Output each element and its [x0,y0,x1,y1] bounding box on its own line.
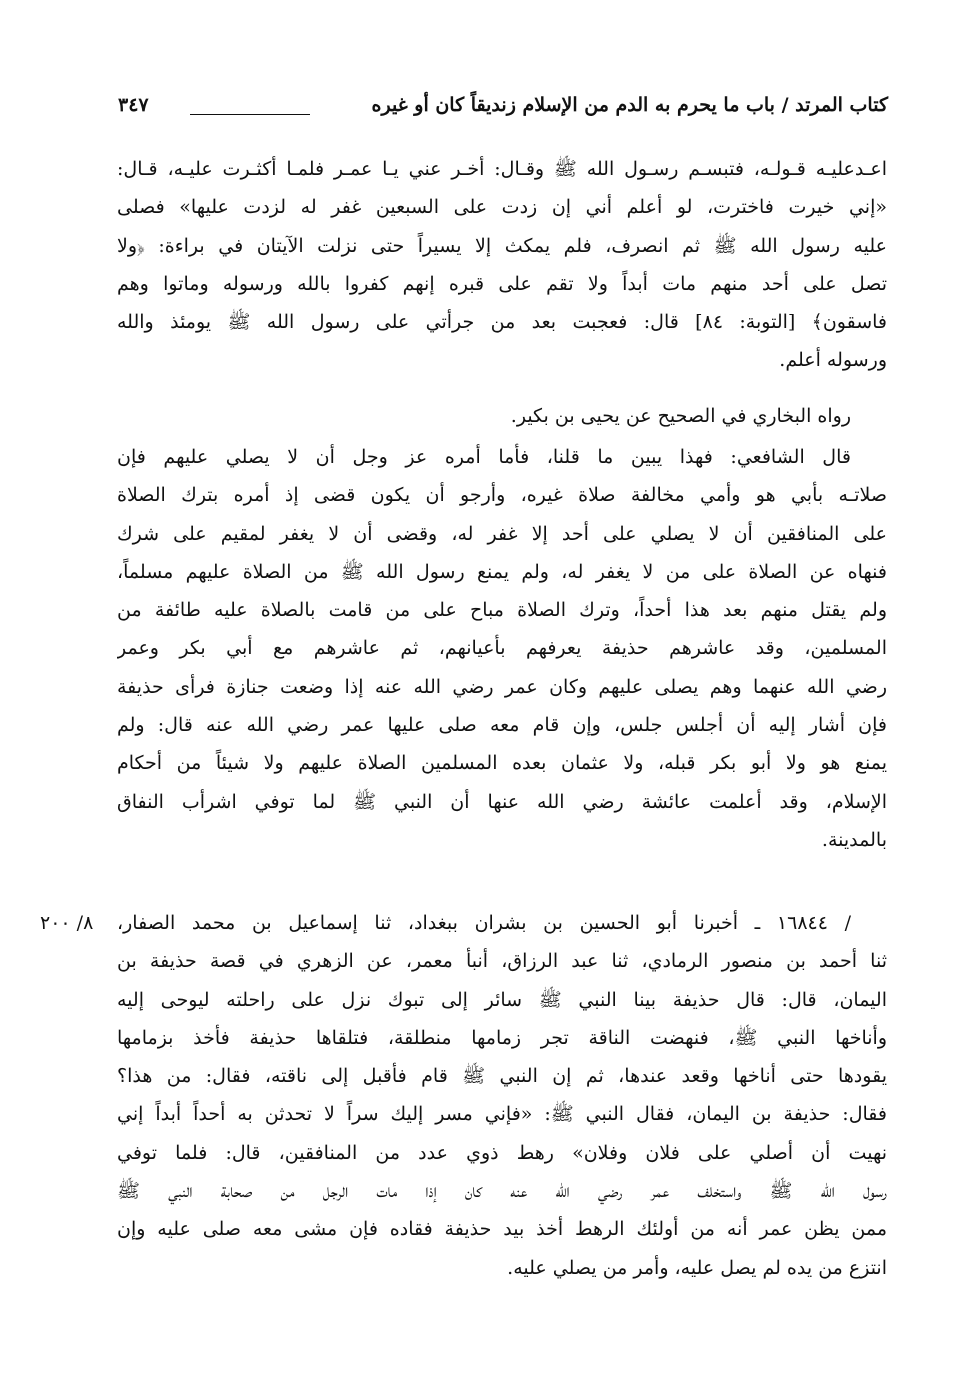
paragraph-2 [117,397,887,435]
paragraph-4 [117,904,887,1287]
text-line: فقال: حذيفة بن اليمان، فقال النبي ﷺ: «فإني مسر إليك سراً لا تحدثن به أحداً أبداً إني [117,1103,887,1126]
text-line: ولم يقتل منهم بعد هذا أحداً، وترك الصلاة مباح على من قامت بالصلاة عليه طائفة من [117,599,887,622]
text-line: قال الشافعي: فهذا يبين ما قلنا، فأما أمره عز وجل أن لا يصلي عليهم فإن [117,446,851,468]
text-line: فإن أشار إليه أن أجلس جلس، وإن قام معه صلى عليها عمر رضي الله عنه قال: ولم [117,714,887,737]
text-line: يمنع هو ولا أبو بكر قبله، ولا عثمان بعده المسلمين الصلاة عليهم ولا شيئاً من أحكام [117,752,887,775]
margin-reference: ٨/ ٢٠٠ [40,912,94,934]
text-line: رسول الله ﷺ واستخلف عمر رضي الله عنه كان إذا مات الرجل من صحابة النبي ﷺ [117,1180,887,1203]
text-line: نهيت أن أصلي على فلان وفلان» رهط ذوي عدد من المنافقين، قال: فلما توفي [117,1141,887,1164]
text-line: فاسقون﴾ [التوبة: ٨٤] قال: فعجبت بعد من جرأتي على رسول الله ﷺ يومئذ والله [117,311,887,334]
text-line: على المنافقين أن لا يصلي على أحد إلا غفر له، وقضى أن لا يغفر لمقيم على شرك [117,522,887,545]
paragraph-3 [117,438,887,859]
text-line: اليمان، قال: قال حذيفة بينا النبي ﷺ سائر إلى تبوك نزل على راحلته ليوحى إليه [117,988,887,1011]
text-line: رضي الله عنهما وهم يصلى عليهم وكان عمر رضي الله عنه إذا وضعت جنازة فرأى حذيفة [117,675,887,698]
page-number: ٣٤٧ [118,94,149,116]
text-line: / ١٦٨٤٤ ـ أخبرنا أبو الحسين بن بشران ببغداد، ثنا إسماعيل بن محمد الصفار، [117,912,851,934]
text-line: رواه البخاري في الصحيح عن يحيى بن بكير. [510,405,851,427]
paragraph-1 [117,150,887,380]
text-line: تصل على أحد منهم مات أبداً ولا تقم على قبره إنهم كفروا بالله ورسوله وماتوا وهم [117,272,887,295]
text-line: فنهاه عن الصلاة على من لا يغفر له، ولم يمنع رسول الله ﷺ من الصلاة عليهم مسلماً، [117,560,887,583]
text-line: انتزع من يده لم يصل عليه، وأمر من يصلي عليه. [507,1256,887,1279]
text-line: بالمدينة. [821,828,887,851]
text-line: ممن يظن عمر أنه من أولئك الرهط أخذ بيد حذيفة فقاده فإن مشى معه صلى عليه وإن [117,1218,887,1241]
running-title: كتاب المرتد / باب ما يحرم به الدم من الإسلام زنديقاً كان أو غيره [371,94,888,116]
text-line: عليه رسول الله ﷺ ثم انصرف، فلم يمكث إلا يسيراً حتى نزلت الآيتان في براءة: ﴿ولا [117,234,887,257]
text-line: وأناخها النبي ﷺ، فنهضت الناقة تجر زمامها منطلقة، فتلقاها حذيفة فأخذ بزمامها [117,1026,887,1049]
text-line: يقودها حتى أناخها وقعد عندها، ثم إن النبي ﷺ قام فأقبل إلى ناقته، فقال: من هذا؟ [117,1065,887,1088]
text-line: صلاتـه بأبي هو وأمي مخالفة صلاة غيره، وأرجو أن يكون قضى إذ أمره بترك الصلاة [117,484,887,507]
text-line: المسلمين، وقد عاشرهم حذيفة يعرفهم بأعيانهم، ثم عاشرهم مع أبي بكر وعمر [117,637,887,660]
text-line: ثنا أحمد بن منصور الرمادي، ثنا عبد الرزاق، أنبأ معمر، عن الزهري في قصة حذيفة بن [117,950,887,973]
page-header [118,92,888,126]
header-rule [190,114,310,115]
text-line: الإسلام، وقد أعلمت عائشة رضي الله عنها أن النبي ﷺ لما توفي اشرأب النفاق [117,790,887,813]
text-line: «إني خيرت فاخترت، لو أعلم أني إن زدت على السبعين غفر له لزدت عليها» فصلى [117,196,887,219]
text-line: ورسوله أعلم. [779,349,887,372]
text-line: اعـدعليـه قـولـه، فتبسـم رسـول الله ﷺ وقـال: أخـر عني يـا عمـر فلمـا أكثـرت عليـه، قـال: [117,158,887,180]
